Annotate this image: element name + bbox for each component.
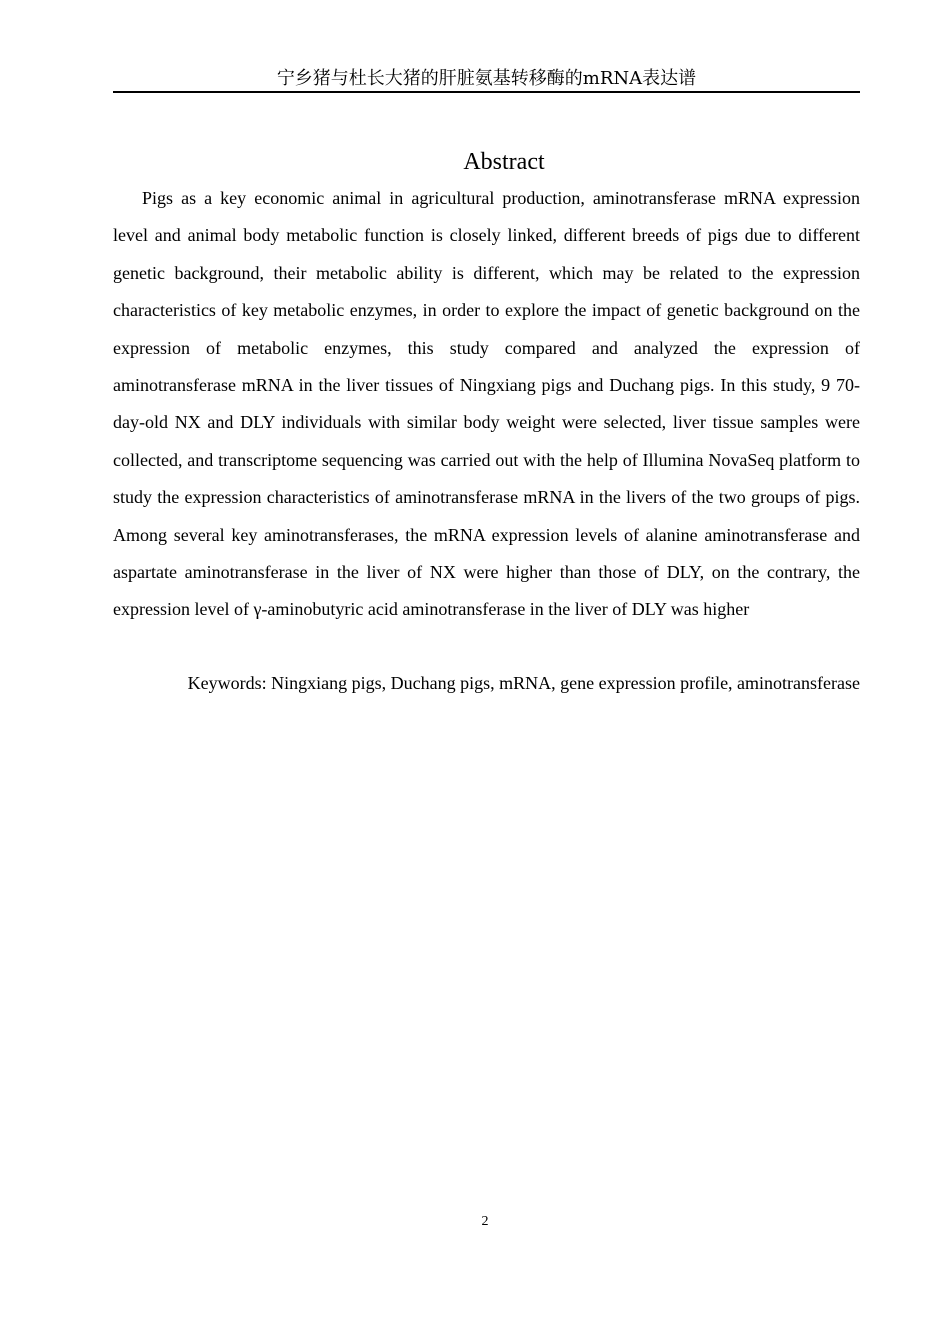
- abstract-body: Pigs as a key economic animal in agricultural production, aminotransferase mRNA expression level and animal body metabolic function is closely linked, different breeds of pigs due to different genetic background, their metabolic ability is different, which may be related to the expression characteristics of key metabolic enzymes, in order to explore the impact of genetic background on the expression of metabolic enzymes, this study compared and analyzed the expression of aminotransferase mRNA in the liver tissues of Ningxiang pigs and Duchang pigs. In this study, 9 70-day-old NX and DLY individuals with similar body weight were selected, liver tissue samples were collected, and transcriptome sequencing was carried out with the help of Illumina NovaSeq platform to study the expression characteristics of aminotransferase mRNA in the livers of the two groups of pigs. Among several key aminotransferases, the mRNA expression levels of alanine aminotransferase and aspartate aminotransferase in the liver of NX were higher than those of DLY, on the contrary, the expression level of γ-aminobutyric acid aminotransferase in the liver of DLY was higher: [113, 188, 860, 620]
- header-rule: [113, 91, 860, 93]
- running-header: 宁乡猪与杜长大猪的肝脏氨基转移酶的mRNA表达谱: [276, 68, 697, 89]
- keywords-line: Keywords: Ningxiang pigs, Duchang pigs, mRNA, gene expression profile, aminotransferase: [187, 673, 860, 693]
- page-number: 2: [481, 1214, 489, 1229]
- abstract-title: Abstract: [463, 149, 545, 175]
